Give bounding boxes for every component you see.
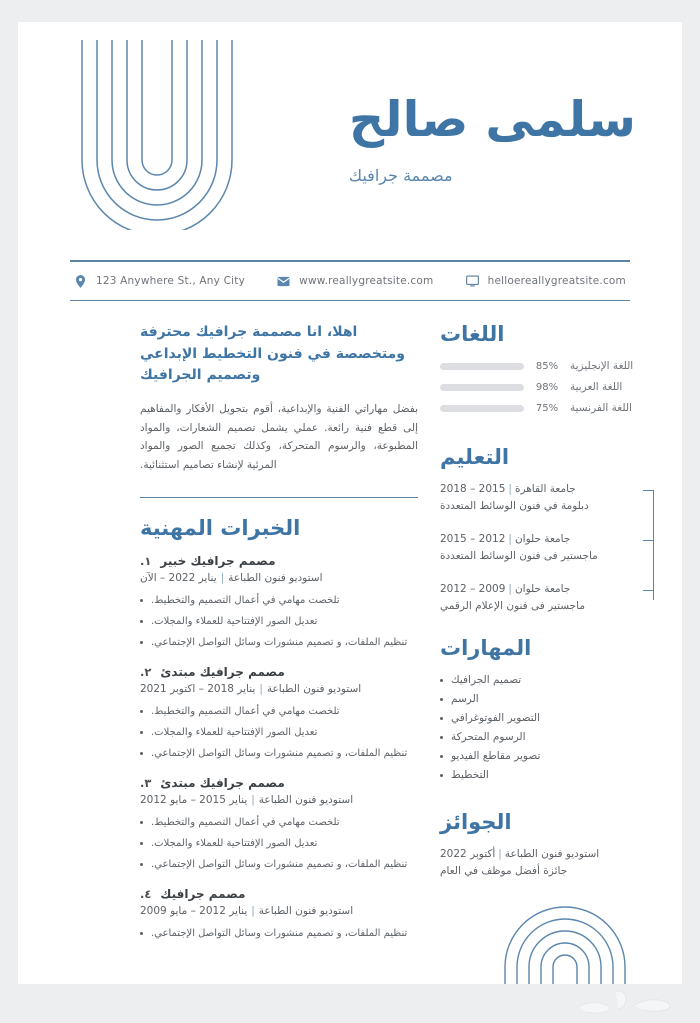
resume-page: [18, 22, 682, 984]
experience-meta: استوديو فنون الطباعة|يناير 2012 – مايو 2009: [140, 905, 354, 918]
experience-item: [140, 887, 418, 941]
contact-website[interactable]: [277, 275, 433, 288]
education-head: جامعة حلوان|2012 – 2015: [440, 532, 571, 545]
experience-bullet-text: تعديل الصور الإفتتاحية للعملاء والمجلات.: [151, 838, 318, 850]
education-dates: 2009 – 2012: [440, 582, 506, 595]
contact-email[interactable]: [466, 275, 626, 288]
experience-company: استوديو فنون الطباعة: [258, 905, 354, 918]
education-item: [440, 583, 648, 615]
skill-label: تصوير مقاطع الفيديو: [451, 750, 541, 763]
name-block: [349, 92, 636, 185]
bullet-dot-icon: [440, 698, 443, 701]
bullet-dot-icon: [140, 599, 143, 602]
experience-bullet-text: تعديل الصور الإفتتاحية للعملاء والمجلات.: [151, 616, 318, 628]
education-timeline-line: [653, 490, 654, 600]
skills-section: [440, 636, 648, 781]
education-degree: ماجستير فى فنون الإعلام الرقمي: [440, 599, 585, 612]
experience-role: مصمم جرافيك: [160, 887, 246, 902]
experience-bullet: [140, 746, 418, 761]
contact-strip: [70, 260, 630, 301]
bullet-dot-icon: [140, 842, 143, 845]
person-name: سلمى صالح: [348, 91, 636, 148]
experience-bullet: [140, 857, 418, 872]
experience-company: استوديو فنون الطباعة: [258, 794, 354, 807]
experience-bullet: [140, 926, 418, 941]
skills-list: [440, 674, 648, 781]
bullet-dot-icon: [140, 932, 143, 935]
education-timeline-tick: [643, 540, 654, 541]
languages-list: [440, 360, 648, 414]
experience-bullet-text: تنظيم الملفات، و تصميم منشورات وسائل التواصل الإجتماعي.: [151, 637, 408, 649]
experience-dates: يناير 2018 – اكتوبر 2021: [140, 683, 256, 696]
experience-bullet-text: تلخصت مهامي في أعمال التصميم والتخطيط.: [151, 595, 340, 607]
experience-index: ٤.: [140, 887, 152, 902]
experience-bullets: [140, 926, 418, 941]
skill-label: الرسم: [451, 693, 479, 706]
contact-row: [70, 262, 630, 300]
bullet-dot-icon: [140, 641, 143, 644]
experience-item: [140, 665, 418, 761]
language-name: اللغة العربية: [570, 381, 623, 393]
sidebar-column: [430, 322, 682, 956]
experience-bullet-text: تلخصت مهامي في أعمال التصميم والتخطيط.: [151, 817, 340, 829]
experience-item: [140, 554, 418, 650]
award-description: جائزة أفضل موظف في العام: [440, 865, 568, 878]
bullet-dot-icon: [140, 863, 143, 866]
skill-label: الرسوم المتحركة: [451, 731, 526, 744]
bullet-dot-icon: [440, 679, 443, 682]
experience-bullet-text: تنظيم الملفات، و تصميم منشورات وسائل التواصل الإجتماعي.: [151, 928, 408, 940]
resume-header: [18, 22, 682, 244]
language-progress-track: [440, 363, 524, 370]
education-degree: دبلومة في فنون الوسائط المتعددة: [440, 500, 589, 512]
languages-title: اللغات: [440, 322, 505, 346]
main-column: [90, 322, 430, 956]
intro-paragraph: بفضل مهاراتي الفنية والإبداعية، أقوم بتحويل الأفكار والمفاهيم إلى قطع فنية رائعة. عملي يشمل تصميم الشعارات، والمواد المطبوعة، والرسوم المتحركة، وكذلك تجميع الصور والمواد المرئية لإنشاء تصاميم استثنائية.: [140, 403, 418, 472]
experience-index: ٢.: [140, 665, 152, 680]
location-pin-icon: [74, 275, 87, 288]
education-school: جامعة القاهرة: [514, 483, 576, 495]
bullet-dot-icon: [440, 736, 443, 739]
experience-title-row: [140, 554, 418, 568]
education-item: [440, 533, 648, 565]
education-dates: 2012 – 2015: [440, 532, 506, 545]
education-head: جامعة القاهرة|2015 – 2018: [440, 483, 576, 495]
experience-index: ٣.: [140, 776, 152, 791]
skill-label: التصوير الفوتوغرافي: [451, 712, 541, 725]
haraj-watermark-icon: [572, 985, 690, 1019]
bullet-dot-icon: [140, 710, 143, 713]
experience-bullets: [140, 593, 418, 650]
experience-bullet: [140, 836, 418, 851]
contact-address: [74, 275, 245, 288]
experience-meta: استوديو فنون الطباعة|يناير 2015 – مايو 2012: [140, 794, 354, 807]
experience-item: [140, 776, 418, 872]
language-name: اللغة الإنجليزية: [570, 360, 634, 372]
awards-list: [440, 848, 648, 877]
education-title: التعليم: [440, 445, 510, 469]
language-row: [440, 381, 648, 393]
awards-title: الجوائز: [440, 810, 512, 835]
education-dates: 2015 – 2018: [440, 483, 506, 495]
experience-bullet-text: تنظيم الملفات، و تصميم منشورات وسائل التواصل الإجتماعي.: [151, 859, 408, 871]
bullet-dot-icon: [140, 731, 143, 734]
bullet-dot-icon: [140, 821, 143, 824]
experience-title-row: [140, 776, 418, 790]
award-item: [440, 848, 648, 877]
skill-item: [440, 693, 648, 705]
experience-dates: يناير 2012 – مايو 2009: [140, 905, 248, 918]
bullet-dot-icon: [440, 717, 443, 720]
experience-bullets: [140, 815, 418, 872]
awards-section: [440, 810, 648, 877]
monitor-icon: [466, 275, 479, 288]
education-timeline-tick: [643, 590, 654, 591]
education-degree: ماجستير فى فنون الوسائط المتعددة: [440, 549, 598, 562]
bullet-dot-icon: [440, 774, 443, 777]
education-section: [440, 445, 648, 614]
skill-item: [440, 674, 648, 686]
experience-bullets: [140, 704, 418, 761]
experience-role: مصمم جرافيك مبتدئ: [160, 776, 285, 791]
experience-bullet-text: تلخصت مهامي في أعمال التصميم والتخطيط.: [151, 706, 340, 718]
resume-body: [18, 322, 682, 956]
skills-title: المهارات: [440, 636, 532, 661]
education-item: [440, 483, 648, 515]
experience-bullet: [140, 815, 418, 830]
skill-item: [440, 750, 648, 762]
language-progress-track: [440, 405, 524, 412]
intro-headline: اهلا، انا مصممة جرافيك محترفة ومتخصصة في فنون التخطيط الإبداعي وتصميم الجرافيك: [140, 324, 405, 384]
award-head: استوديو فنون الطباعة|أكتوبر 2022: [440, 848, 600, 861]
experience-bullet-text: تنظيم الملفات، و تصميم منشورات وسائل التواصل الإجتماعي.: [151, 748, 408, 760]
education-school: جامعة حلوان: [514, 582, 571, 595]
experience-list: [140, 554, 418, 941]
contact-email-text: helloereallygreatsite.com: [487, 275, 626, 287]
contact-address-text: 123 Anywhere St., Any City: [96, 275, 245, 287]
experience-meta: استوديو فنون الطباعة|يناير 2018 – اكتوبر 2021: [140, 683, 362, 696]
experience-company: استوديو فنون الطباعة: [266, 683, 362, 696]
experience-dates: يناير 2015 – مايو 2012: [140, 794, 248, 807]
education-list: [440, 483, 648, 614]
experience-role: مصمم جرافيك مبتدئ: [160, 665, 285, 680]
language-name: اللغة الفرنسية: [570, 402, 632, 414]
language-percent-label: 98%: [535, 381, 559, 393]
skill-item: [440, 712, 648, 724]
experience-bullet: [140, 614, 418, 629]
language-percent-label: 75%: [535, 402, 559, 414]
bullet-dot-icon: [440, 755, 443, 758]
experience-title-row: [140, 665, 418, 679]
skill-label: تصميم الجرافيك: [451, 674, 522, 687]
education-timeline: [440, 483, 648, 614]
experience-company: استوديو فنون الطباعة: [228, 572, 323, 585]
experience-dates: يناير 2022 – الآن: [140, 572, 217, 585]
main-divider: [140, 497, 418, 499]
experience-title-row: [140, 887, 418, 901]
contact-website-text: www.reallygreatsite.com: [299, 275, 434, 287]
nested-arch-logo-icon: [70, 40, 245, 230]
experience-meta: استوديو فنون الطباعة|يناير 2022 – الآن: [140, 572, 323, 585]
award-dates: أكتوبر 2022: [440, 848, 496, 861]
education-timeline-tick: [643, 490, 654, 491]
bullet-dot-icon: [140, 752, 143, 755]
experience-bullet: [140, 704, 418, 719]
experience-bullet-text: تعديل الصور الإفتتاحية للعملاء والمجلات.: [151, 727, 318, 739]
experience-index: ١.: [140, 554, 152, 569]
experience-title: الخبرات المهنية: [140, 516, 301, 541]
language-row: [440, 360, 648, 372]
skill-item: [440, 731, 648, 743]
experience-bullet: [140, 635, 418, 650]
award-company: استوديو فنون الطباعة: [504, 848, 600, 861]
languages-section: [440, 322, 648, 414]
education-school: جامعة حلوان: [514, 532, 571, 545]
language-progress-track: [440, 384, 524, 391]
bullet-dot-icon: [140, 620, 143, 623]
experience-bullet: [140, 593, 418, 608]
contact-rule-bottom: [70, 300, 630, 302]
education-head: جامعة حلوان|2009 – 2012: [440, 582, 571, 595]
language-row: [440, 402, 648, 414]
skill-label: التخطيط: [451, 769, 489, 782]
skill-item: [440, 769, 648, 781]
experience-bullet: [140, 725, 418, 740]
envelope-icon: [277, 275, 290, 288]
experience-role: مصمم جرافيك خبير: [160, 554, 276, 569]
language-percent-label: 85%: [535, 360, 559, 372]
job-title: مصممة جرافيك: [348, 166, 453, 186]
arch-lines-decoration-icon: [500, 902, 630, 984]
